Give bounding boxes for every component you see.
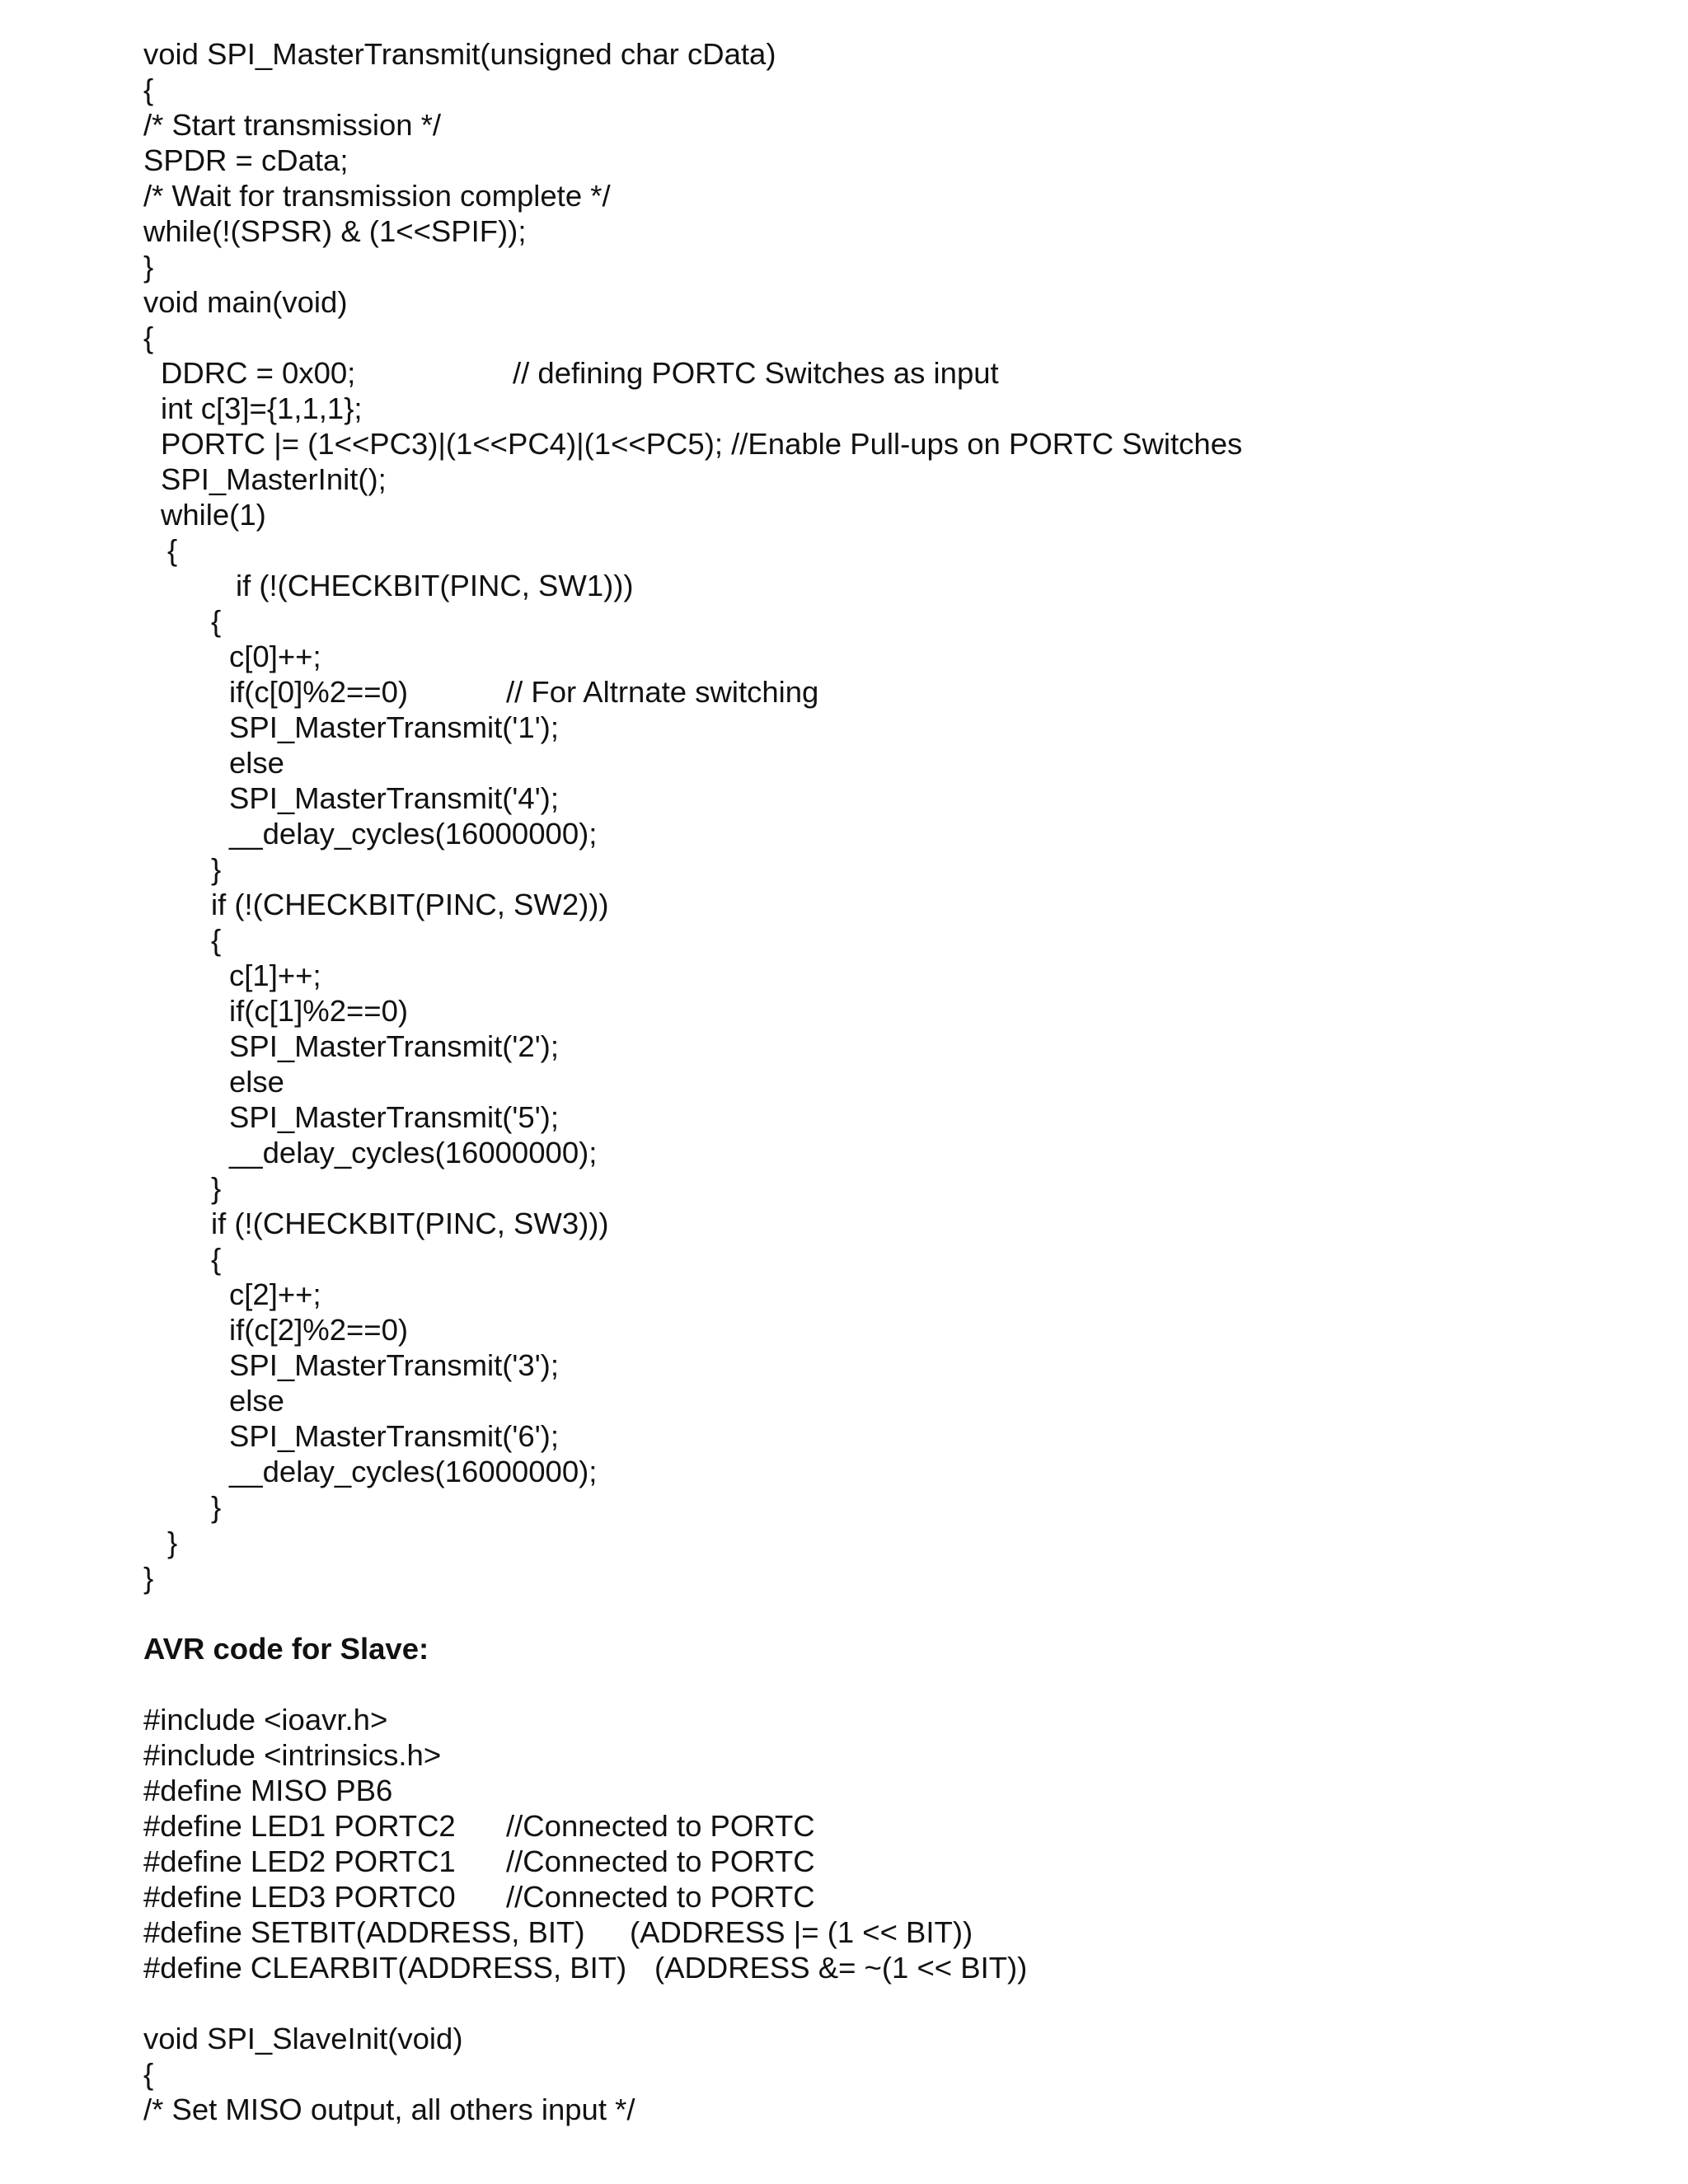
code-line: __delay_cycles(16000000); [229,817,598,851]
code-line: } [143,250,154,284]
code-line: } [167,1526,178,1559]
code-line: /* Wait for transmission complete */ [143,179,611,213]
code-line: SPI_MasterTransmit('2'); [229,1029,559,1063]
code-comment: // defining PORTC Switches as input [513,356,999,390]
code-line: } [211,1490,222,1524]
code-line: } [211,852,222,886]
code-line: DDRC = 0x00; [161,356,356,390]
code-line: #define LED3 PORTC0 [143,1880,456,1914]
code-line: SPI_MasterTransmit('3'); [229,1348,559,1382]
code-line: if (!(CHECKBIT(PINC, SW3))) [211,1207,609,1240]
code-line: c[1]++; [229,958,321,992]
code-line: void main(void) [143,285,348,319]
code-line: else [229,1384,284,1418]
code-line: else [229,746,284,780]
code-line: SPI_MasterTransmit('6'); [229,1419,559,1453]
code-comment: // For Altrnate switching [506,675,819,709]
code-line: #define LED1 PORTC2 [143,1809,456,1843]
code-line: __delay_cycles(16000000); [229,1136,598,1169]
code-line: #define CLEARBIT(ADDRESS, BIT) [143,1951,627,1985]
code-line: { [143,73,154,106]
code-line: #include <ioavr.h> [143,1703,388,1736]
macro-body: (ADDRESS &= ~(1 << BIT)) [654,1951,1028,1985]
code-line: c[0]++; [229,640,321,673]
code-line: while(1) [161,498,266,532]
code-line: { [211,604,222,638]
code-line: #define LED2 PORTC1 [143,1844,456,1878]
section-heading: AVR code for Slave: [143,1632,429,1666]
code-line: c[2]++; [229,1277,321,1311]
code-line: if(c[2]%2==0) [229,1313,409,1347]
code-line: { [143,2057,154,2091]
code-line: while(!(SPSR) & (1<<SPIF)); [143,214,527,248]
code-line: { [167,533,178,567]
code-line: if(c[0]%2==0) [229,675,409,709]
code-line: SPI_MasterTransmit('5'); [229,1100,559,1134]
code-line: } [211,1171,222,1205]
code-line: SPI_MasterTransmit('1'); [229,710,559,744]
code-line: SPI_MasterInit(); [161,462,387,496]
code-line: { [143,321,154,354]
code-line: #define MISO PB6 [143,1774,393,1807]
code-line: PORTC |= (1<<PC3)|(1<<PC4)|(1<<PC5); //Enable Pull-ups on PORTC Switches [161,427,1243,461]
code-comment: //Connected to PORTC [506,1844,815,1878]
code-line: if (!(CHECKBIT(PINC, SW1))) [236,569,634,602]
code-line: void SPI_MasterTransmit(unsigned char cData) [143,37,776,71]
code-comment: //Connected to PORTC [506,1809,815,1843]
code-line: /* Start transmission */ [143,108,442,142]
code-line: int c[3]={1,1,1}; [161,391,363,425]
code-line: #define SETBIT(ADDRESS, BIT) [143,1915,585,1949]
code-line: else [229,1065,284,1099]
code-line: SPDR = cData; [143,143,349,177]
code-line: void SPI_SlaveInit(void) [143,2022,463,2055]
code-line: #include <intrinsics.h> [143,1738,442,1772]
code-line: SPI_MasterTransmit('4'); [229,781,559,815]
macro-body: (ADDRESS |= (1 << BIT)) [630,1915,973,1949]
code-line: /* Set MISO output, all others input */ [143,2093,635,2126]
code-line: } [143,1561,154,1595]
code-line: { [211,1242,222,1276]
code-line: __delay_cycles(16000000); [229,1455,598,1488]
code-line: { [211,923,222,957]
code-comment: //Connected to PORTC [506,1880,815,1914]
code-line: if(c[1]%2==0) [229,994,409,1028]
code-line: if (!(CHECKBIT(PINC, SW2))) [211,888,609,921]
